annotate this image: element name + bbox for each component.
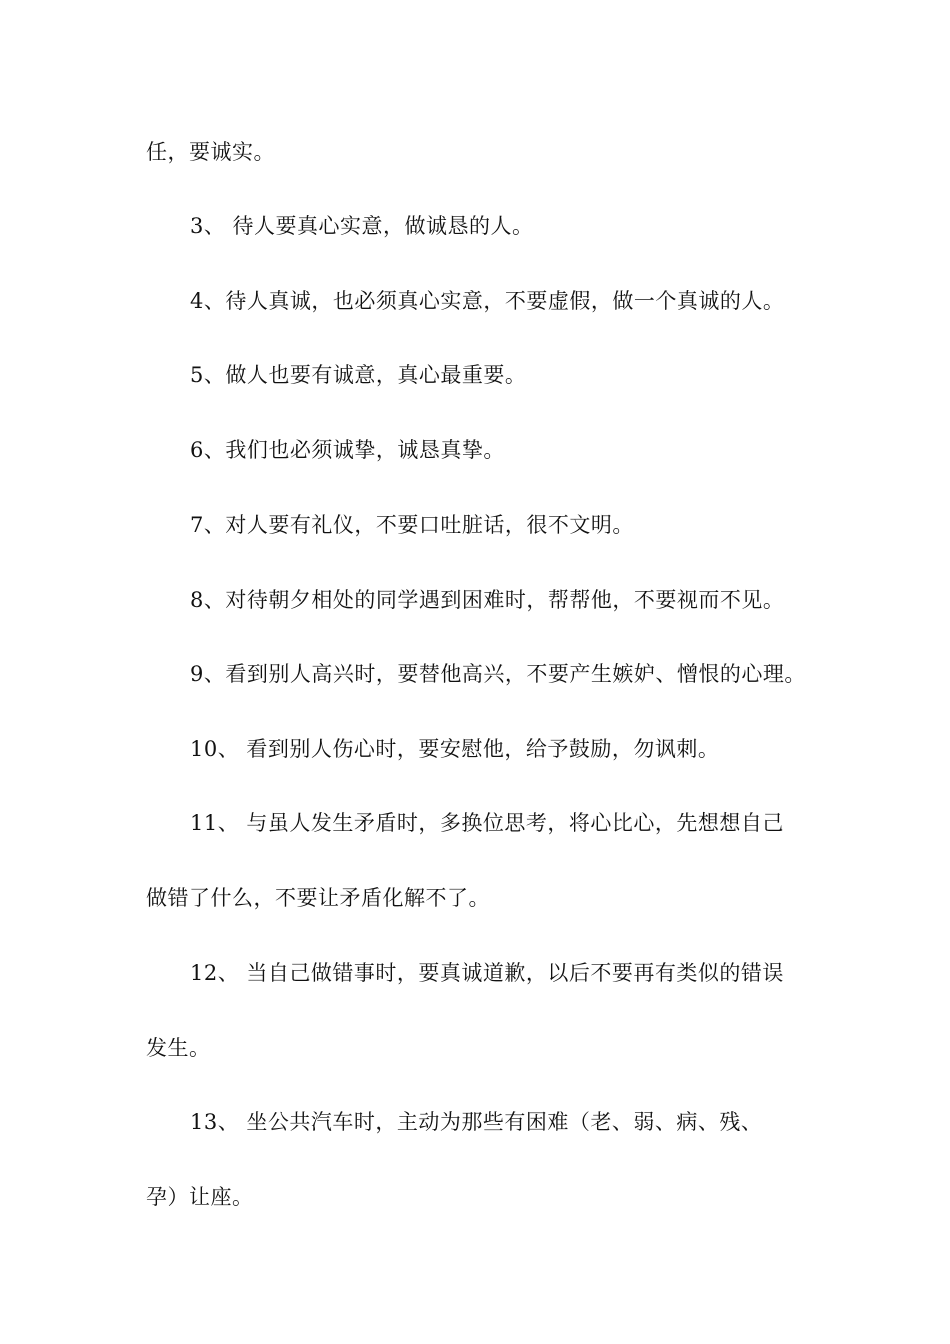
list-item-9: 9、看到别人高兴时，要替他高兴，不要产生嫉妒、憎恨的心理。: [190, 662, 806, 686]
list-item-11-continuation: 做错了什么，不要让矛盾化解不了。: [146, 886, 490, 910]
list-item-12: 12、 当自己做错事时，要真诚道歉，以后不要再有类似的错误: [190, 961, 784, 985]
text-line-continuation: 任，要诚实。: [146, 140, 275, 164]
list-item-7: 7、对人要有礼仪，不要口吐脏话，很不文明。: [190, 513, 634, 537]
list-item-6: 6、我们也必须诚挚，诚恳真挚。: [190, 438, 505, 462]
list-item-11: 11、 与虽人发生矛盾时，多换位思考，将心比心，先想想自己: [190, 811, 784, 835]
list-item-8: 8、对待朝夕相处的同学遇到困难时，帮帮他，不要视而不见。: [190, 588, 785, 612]
list-item-10: 10、 看到别人伤心时，要安慰他，给予鼓励，勿讽刺。: [190, 737, 720, 761]
list-item-12-continuation: 发生。: [146, 1036, 211, 1060]
list-item-5: 5、做人也要有诚意，真心最重要。: [190, 363, 527, 387]
list-item-3: 3、 待人要真心实意，做诚恳的人。: [190, 214, 534, 238]
list-item-13: 13、 坐公共汽车时，主动为那些有困难（老、弱、病、残、: [190, 1110, 763, 1134]
list-item-13-continuation: 孕）让座。: [146, 1185, 254, 1209]
list-item-4: 4、待人真诚，也必须真心实意，不要虚假，做一个真诚的人。: [190, 289, 785, 313]
